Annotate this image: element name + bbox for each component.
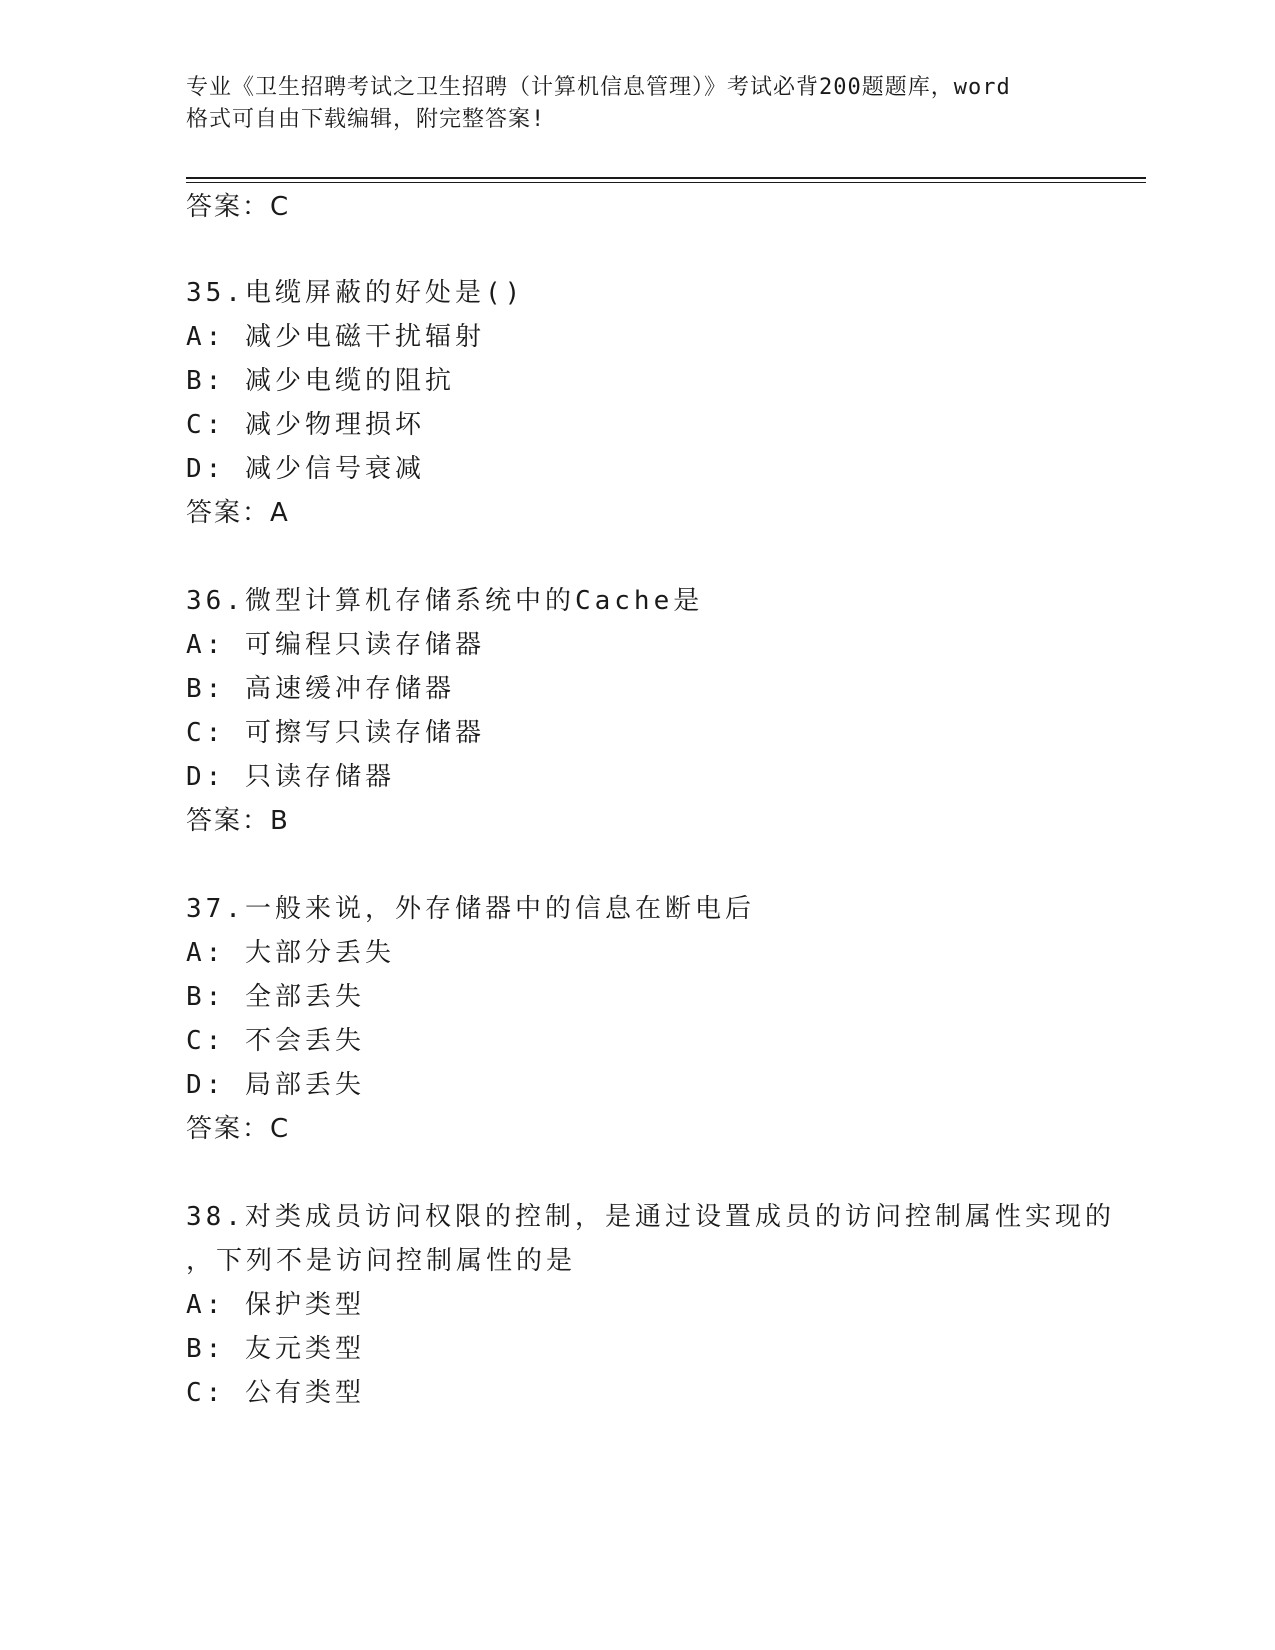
question-37-option-c: C: 不会丢失: [186, 1026, 365, 1056]
question-37-option-d: D: 局部丢失: [186, 1070, 365, 1100]
question-36-stem: 36.微型计算机存储系统中的Cache是: [186, 586, 704, 616]
question-35-answer: 答案：A: [186, 498, 290, 528]
question-37-stem: 37.一般来说，外存储器中的信息在断电后: [186, 894, 755, 924]
question-36-option-b: B: 高速缓冲存储器: [186, 674, 455, 704]
header-divider-thick: [186, 177, 1146, 179]
question-38-stem-line-2: ，下列不是访问控制属性的是: [186, 1246, 577, 1276]
question-35-stem: 35.电缆屏蔽的好处是(): [186, 278, 525, 308]
question-35-option-c: C: 减少物理损坏: [186, 410, 425, 440]
header-line-1: 专业《卫生招聘考试之卫生招聘（计算机信息管理）》考试必背200题题库，word: [186, 75, 1011, 100]
question-37-answer: 答案：C: [186, 1114, 291, 1144]
header-line-2: 格式可自由下载编辑，附完整答案!: [186, 107, 546, 132]
question-37-option-a: A: 大部分丢失: [186, 938, 395, 968]
question-36-answer: 答案：B: [186, 806, 290, 836]
question-35-option-d: D: 减少信号衰减: [186, 454, 425, 484]
question-38-option-a: A: 保护类型: [186, 1290, 365, 1320]
question-36-option-a: A: 可编程只读存储器: [186, 630, 485, 660]
question-36-option-c: C: 可擦写只读存储器: [186, 718, 485, 748]
question-38-stem-line-1: 38.对类成员访问权限的控制，是通过设置成员的访问控制属性实现的: [186, 1202, 1115, 1232]
question-38-option-c: C: 公有类型: [186, 1378, 365, 1408]
header-divider-thin: [186, 182, 1146, 183]
question-36-option-d: D: 只读存储器: [186, 762, 395, 792]
question-35-option-a: A: 减少电磁干扰辐射: [186, 322, 485, 352]
question-35-option-b: B: 减少电缆的阻抗: [186, 366, 455, 396]
question-38-option-b: B: 友元类型: [186, 1334, 365, 1364]
question-37-option-b: B: 全部丢失: [186, 982, 365, 1012]
previous-answer: 答案：C: [186, 192, 291, 222]
document-header: [186, 72, 1086, 136]
